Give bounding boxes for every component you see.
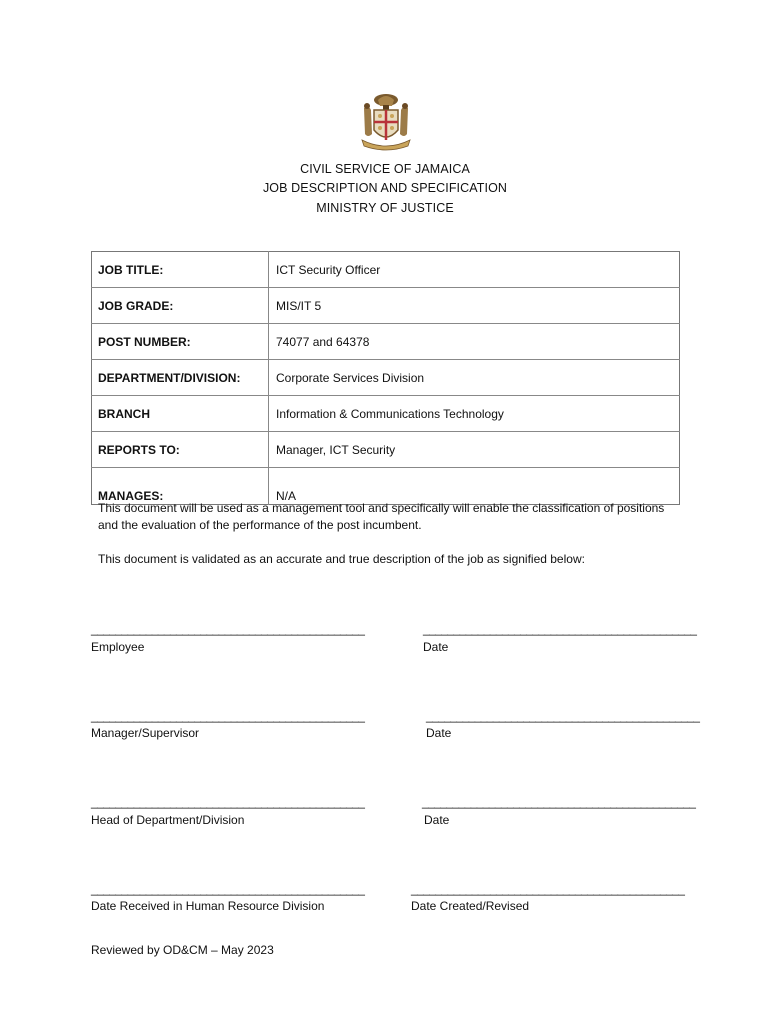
- head-label: Head of Department/Division: [91, 813, 245, 827]
- job-info-table: [91, 251, 680, 505]
- employee-date-line: _____________________________________________: [423, 622, 697, 636]
- table-row: [92, 432, 680, 468]
- manager-date-line: _____________________________________________: [426, 709, 700, 723]
- manager-label: Manager/Supervisor: [91, 726, 200, 740]
- review-footer: Reviewed by OD&CM – May 2023: [91, 943, 274, 957]
- job-grade-value: MIS/IT 5: [269, 288, 680, 324]
- table-row: [92, 396, 680, 432]
- head-date-label: Date: [424, 813, 450, 827]
- post-number-label: POST NUMBER:: [92, 324, 269, 360]
- head-date-line: _____________________________________________: [422, 795, 696, 809]
- manages-label: MANAGES:: [92, 468, 269, 505]
- employee-date-label: Date: [423, 640, 449, 654]
- job-title-label: JOB TITLE:: [92, 252, 269, 288]
- org-title: CIVIL SERVICE OF JAMAICA: [300, 162, 470, 176]
- head-signature-line: _____________________________________________: [91, 795, 365, 809]
- received-date-line: _____________________________________________: [91, 882, 365, 896]
- employee-label: Employee: [91, 640, 145, 654]
- table-row: [92, 252, 680, 288]
- job-grade-label: JOB GRADE:: [92, 288, 269, 324]
- job-title-value: ICT Security Officer: [269, 252, 680, 288]
- table-row: [92, 468, 680, 505]
- manager-signature-line: _____________________________________________: [91, 709, 365, 723]
- manager-date-label: Date: [426, 726, 452, 740]
- document-title: JOB DESCRIPTION AND SPECIFICATION: [262, 181, 508, 195]
- post-number-value: 74077 and 64378: [269, 324, 680, 360]
- department-value: Corporate Services Division: [269, 360, 680, 396]
- table-row: [92, 360, 680, 396]
- received-label: Date Received in Human Resource Division: [91, 899, 325, 913]
- created-date-line: _____________________________________________: [411, 882, 685, 896]
- branch-label: BRANCH: [92, 396, 269, 432]
- coat-of-arms-icon: [356, 90, 416, 152]
- table-row: [92, 288, 680, 324]
- table-row: [92, 324, 680, 360]
- ministry-title: MINISTRY OF JUSTICE: [316, 201, 454, 215]
- department-label: DEPARTMENT/DIVISION:: [92, 360, 269, 396]
- created-label: Date Created/Revised: [411, 899, 530, 913]
- usage-paragraph: This document will be used as a management tool and specifically will enable the classification of positions and the evaluation of the performance of the post incumbent.: [98, 501, 665, 532]
- reports-to-label: REPORTS TO:: [92, 432, 269, 468]
- branch-value: Information & Communications Technology: [269, 396, 680, 432]
- reports-to-value: Manager, ICT Security: [269, 432, 680, 468]
- employee-signature-line: _____________________________________________: [91, 622, 365, 636]
- validation-paragraph: This document is validated as an accurate and true description of the job as signified below:: [98, 552, 585, 566]
- manages-value: N/A: [276, 489, 297, 503]
